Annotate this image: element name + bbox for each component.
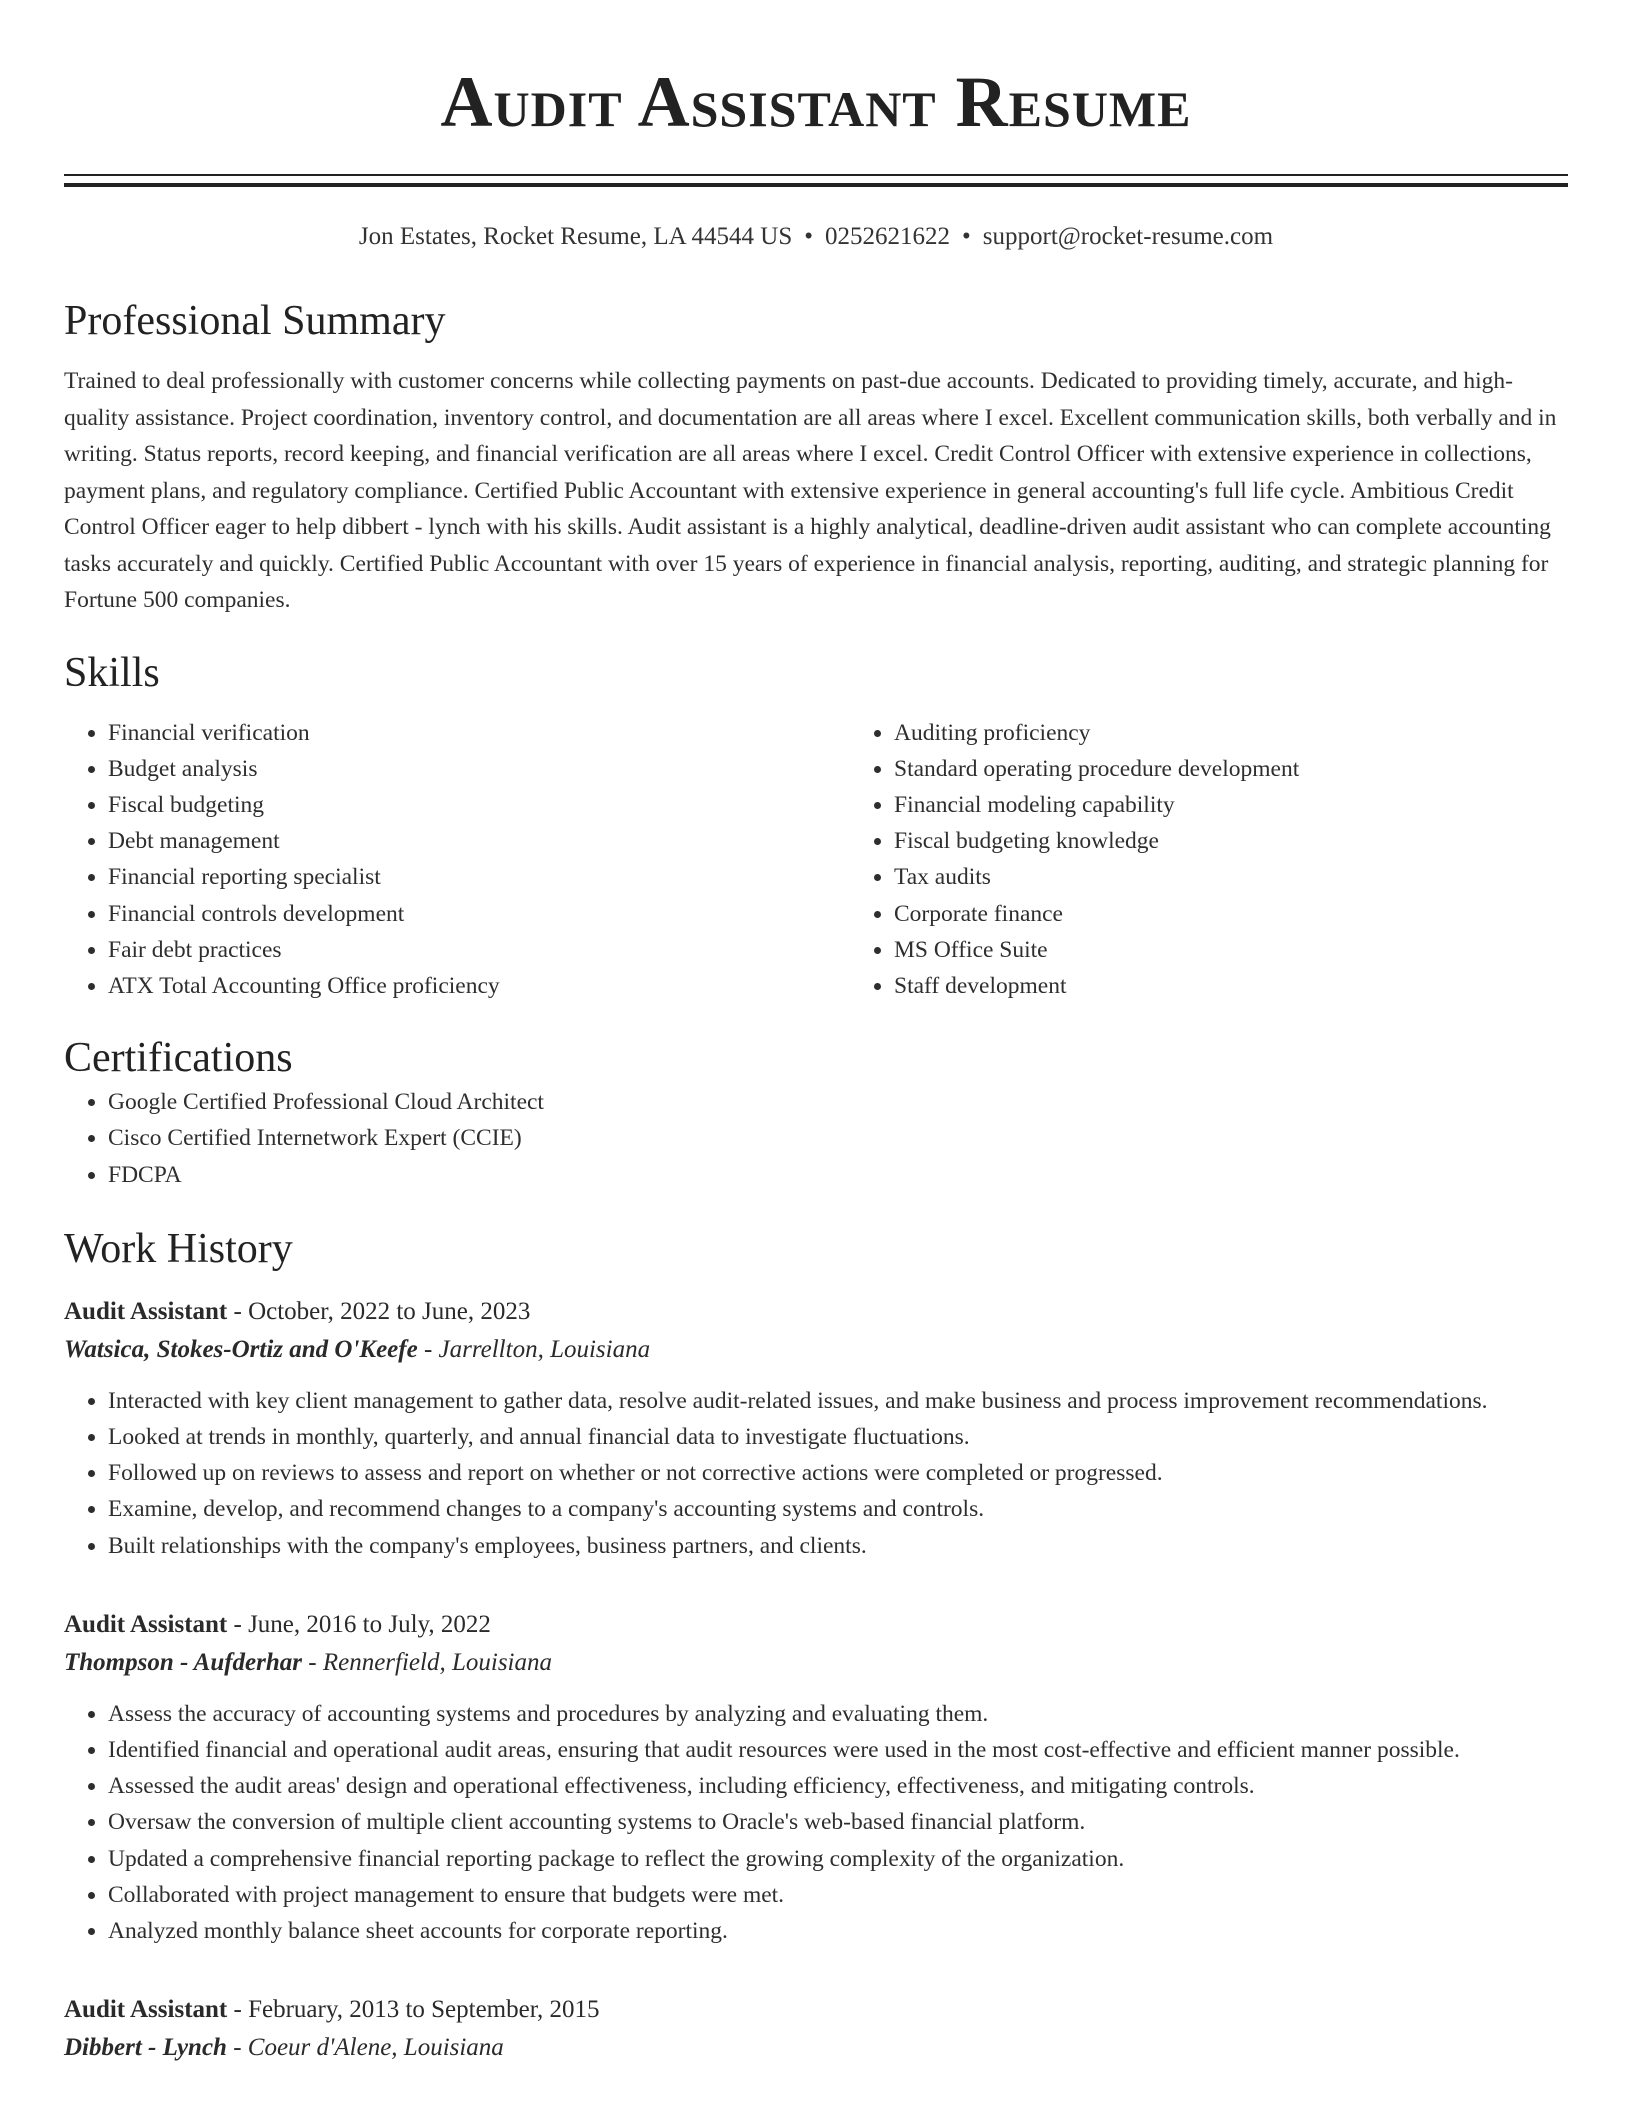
job-company-line: [64, 1644, 1568, 1682]
resume-page: [64, 0, 1568, 2067]
contact-separator: •: [804, 223, 813, 250]
skill-item: • Financial modeling capability: [894, 787, 1632, 823]
skill-item: • MS Office Suite: [894, 932, 1632, 968]
job-duty-item: • Identified financial and operational audit areas, ensuring that audit resources were used in the most cost-effective and efficient manner possible.: [108, 1732, 1568, 1768]
job-title-line: [64, 1991, 1568, 2029]
skill-item: • ATX Total Accounting Office proficiency: [108, 968, 850, 1004]
job-location: - Coeur d'Alene, Louisiana: [226, 2034, 504, 2062]
job-duty-item: • Interacted with key client management to gather data, resolve audit-related issues, and make business and process improvement recommendations.: [108, 1383, 1568, 1419]
skill-item: • Financial verification: [108, 715, 850, 751]
job-company: Watsica, Stokes-Ortiz and O'Keefe: [64, 1335, 418, 1363]
job-duty-item: • Analyzed monthly balance sheet accounts for corporate reporting.: [108, 1913, 1568, 1949]
job-duty-item: • Assess the accuracy of accounting systems and procedures by analyzing and evaluating them.: [108, 1696, 1568, 1732]
job-entry: [64, 1606, 1568, 1949]
contact-email: support@rocket-resume.com: [982, 223, 1274, 250]
job-title-line: [64, 1293, 1568, 1331]
skills-heading: Skills: [64, 649, 160, 696]
skill-item: • Auditing proficiency: [894, 715, 1632, 751]
certifications-list: [64, 1084, 1568, 1193]
job-company-line: [64, 2029, 1568, 2067]
page-title: Audit Assistant Resume: [440, 62, 1192, 142]
job-duty-item: • Assessed the audit areas' design and operational effectiveness, including efficiency, effectiveness, and mitigating controls.: [108, 1768, 1568, 1804]
skill-item: • Budget analysis: [108, 751, 850, 787]
summary-heading: Professional Summary: [64, 298, 446, 344]
title-divider: [64, 174, 1568, 187]
skills-list-left: [64, 715, 850, 1005]
work-history-heading: Work History: [64, 1225, 293, 1272]
job-company: Dibbert - Lynch: [64, 2034, 227, 2062]
skill-item: • Staff development: [894, 968, 1632, 1004]
certification-item: • Google Certified Professional Cloud Architect: [108, 1084, 1568, 1120]
job-title-line: [64, 1606, 1568, 1644]
contact-separator: •: [962, 223, 971, 250]
job-role: Audit Assistant: [64, 1610, 228, 1638]
skill-item: • Financial controls development: [108, 896, 850, 932]
certifications-heading: Certifications: [64, 1035, 293, 1082]
job-dates: - October, 2022 to June, 2023: [227, 1297, 531, 1325]
skill-item: • Corporate finance: [894, 896, 1632, 932]
skill-item: • Financial reporting specialist: [108, 859, 850, 895]
contact-phone: 0252621622: [825, 223, 950, 250]
certification-item: • Cisco Certified Internetwork Expert (CCIE): [108, 1120, 1568, 1156]
job-dates: - February, 2013 to September, 2015: [227, 1996, 600, 2024]
job-duty-item: • Looked at trends in monthly, quarterly, and annual financial data to investigate fluctuations.: [108, 1419, 1568, 1455]
job-duty-item: • Built relationships with the company's employees, business partners, and clients.: [108, 1528, 1568, 1564]
job-duties-list: [64, 1383, 1568, 1564]
job-location: - Jarrellton, Louisiana: [417, 1335, 651, 1363]
job-dates: - June, 2016 to July, 2022: [227, 1610, 491, 1638]
job-duty-item: • Collaborated with project management to ensure that budgets were met.: [108, 1877, 1568, 1913]
contact-line: [64, 221, 1568, 253]
summary-text: Trained to deal professionally with customer concerns while collecting payments on past-due accounts. Dedicated to providing timely, accurate, and high-quality assistance. Project coordination, inventory control, and documentation are all areas where I excel. Excellent communication skills, both verbally and in writing. Status reports, record keeping, and financial verification are all areas where I excel. Credit Control Officer with extensive experience in collections, payment plans, and regulatory compliance. Certified Public Accountant with extensive experience in general accounting's full life cycle. Ambitious Credit Control Officer eager to help dibbert - lynch with his skills. Audit assistant is a highly analytical, deadline-driven audit assistant who can complete accounting tasks accurately and quickly. Certified Public Accountant with over 15 years of experience in financial analysis, reporting, auditing, and strategic planning for Fortune 500 companies.: [64, 368, 1557, 613]
job-duty-item: • Followed up on reviews to assess and report on whether or not corrective actions were completed or progressed.: [108, 1455, 1568, 1491]
skill-item: • Tax audits: [894, 859, 1632, 895]
skill-item: • Standard operating procedure development: [894, 751, 1632, 787]
certification-item: • FDCPA: [108, 1157, 1568, 1193]
job-entry: [64, 1293, 1568, 1564]
contact-address: Jon Estates, Rocket Resume, LA 44544 US: [358, 223, 793, 250]
job-role: Audit Assistant: [64, 1996, 228, 2024]
skill-item: • Fiscal budgeting knowledge: [894, 823, 1632, 859]
skill-item: • Fiscal budgeting: [108, 787, 850, 823]
skill-item: • Debt management: [108, 823, 850, 859]
job-company: Thompson - Aufderhar: [64, 1648, 303, 1676]
skills-columns: [64, 715, 1568, 1005]
skills-list-right: [850, 715, 1632, 1005]
job-duties-list: [64, 1696, 1568, 1949]
job-role: Audit Assistant: [64, 1297, 228, 1325]
job-company-line: [64, 1331, 1568, 1369]
job-duty-item: • Updated a comprehensive financial reporting package to reflect the growing complexity of the organization.: [108, 1841, 1568, 1877]
job-duty-item: • Oversaw the conversion of multiple client accounting systems to Oracle's web-based financial platform.: [108, 1804, 1568, 1840]
job-duty-item: • Examine, develop, and recommend changes to a company's accounting systems and controls.: [108, 1491, 1568, 1527]
skill-item: • Fair debt practices: [108, 932, 850, 968]
job-entry: [64, 1991, 1568, 2067]
job-location: - Rennerfield, Louisiana: [302, 1648, 552, 1676]
